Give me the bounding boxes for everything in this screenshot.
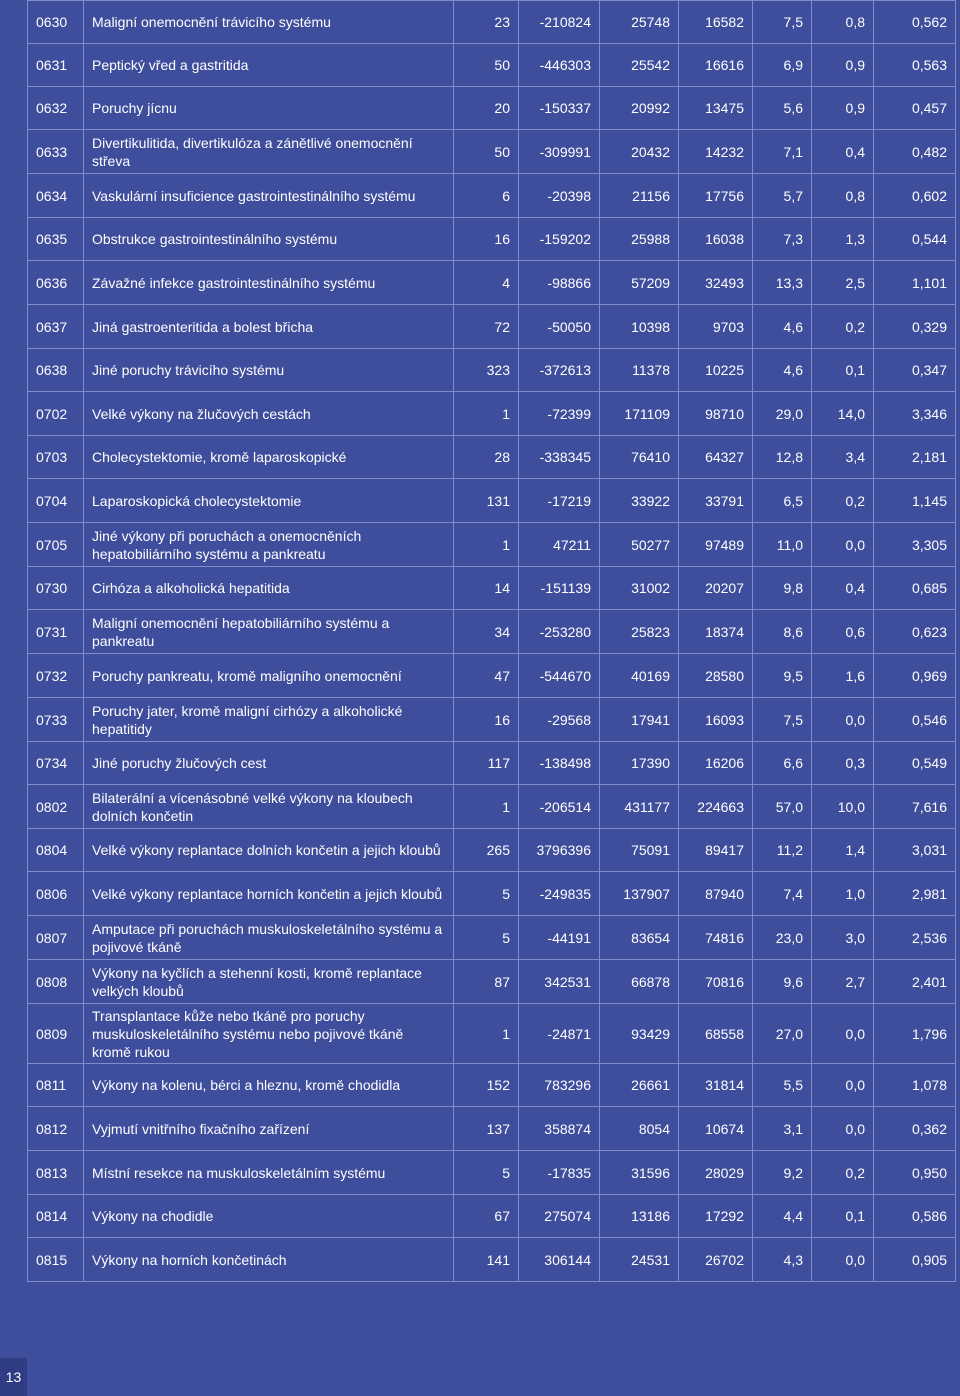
- value-cell-v6: 1,0: [812, 872, 874, 916]
- drg-code-cell: 0802: [28, 785, 84, 829]
- value-cell-v3: 31596: [600, 1151, 679, 1195]
- value-cell-v2: -29568: [519, 698, 600, 742]
- value-cell-v5: 7,5: [753, 1, 812, 44]
- drg-code-cell: 0704: [28, 479, 84, 523]
- value-cell-v7: 0,562: [874, 1, 956, 44]
- value-cell-v7: 0,362: [874, 1107, 956, 1151]
- drg-name-cell: Bilaterální a vícenásobné velké výkony na kloubech dolních končetin: [84, 785, 454, 829]
- value-cell-v7: 3,031: [874, 829, 956, 872]
- drg-code-cell: 0636: [28, 261, 84, 305]
- drg-code-cell: 0812: [28, 1107, 84, 1151]
- drg-name-cell: Obstrukce gastrointestinálního systému: [84, 218, 454, 261]
- value-cell-v7: 0,685: [874, 567, 956, 610]
- value-cell-v7: 0,544: [874, 218, 956, 261]
- drg-name-cell: Výkony na kyčlích a stehenní kosti, kromě replantace velkých kloubů: [84, 960, 454, 1004]
- table-row: [28, 261, 956, 305]
- drg-code-cell: 0809: [28, 1004, 84, 1064]
- value-cell-v6: 0,1: [812, 349, 874, 392]
- drg-name-cell: Výkony na kolenu, bérci a hleznu, kromě chodidla: [84, 1064, 454, 1107]
- value-cell-v4: 224663: [679, 785, 753, 829]
- value-cell-v6: 0,0: [812, 523, 874, 567]
- value-cell-v2: -72399: [519, 392, 600, 436]
- drg-code-cell: 0734: [28, 742, 84, 785]
- table-row: [28, 916, 956, 960]
- drg-name-cell: Jiná gastroenteritida a bolest břicha: [84, 305, 454, 349]
- value-cell-v2: -544670: [519, 654, 600, 698]
- value-cell-v6: 0,0: [812, 1064, 874, 1107]
- value-cell-v1: 5: [454, 872, 519, 916]
- value-cell-v6: 0,2: [812, 1151, 874, 1195]
- table-row: [28, 44, 956, 87]
- drg-name-cell: Poruchy jícnu: [84, 87, 454, 130]
- value-cell-v7: 0,549: [874, 742, 956, 785]
- value-cell-v1: 34: [454, 610, 519, 654]
- value-cell-v5: 4,6: [753, 305, 812, 349]
- page-number: 13: [0, 1358, 27, 1396]
- value-cell-v4: 16206: [679, 742, 753, 785]
- value-cell-v2: -210824: [519, 1, 600, 44]
- value-cell-v1: 16: [454, 698, 519, 742]
- table-row: [28, 1151, 956, 1195]
- table-row: [28, 436, 956, 479]
- value-cell-v5: 4,3: [753, 1238, 812, 1282]
- table-row: [28, 349, 956, 392]
- drg-code-cell: 0813: [28, 1151, 84, 1195]
- value-cell-v6: 0,0: [812, 1107, 874, 1151]
- drg-name-cell: Velké výkony na žlučových cestách: [84, 392, 454, 436]
- value-cell-v1: 1: [454, 1004, 519, 1064]
- value-cell-v2: -150337: [519, 87, 600, 130]
- value-cell-v5: 6,6: [753, 742, 812, 785]
- value-cell-v1: 47: [454, 654, 519, 698]
- value-cell-v2: -309991: [519, 130, 600, 174]
- value-cell-v6: 0,9: [812, 44, 874, 87]
- table-body: [28, 1, 956, 1282]
- value-cell-v6: 0,2: [812, 305, 874, 349]
- value-cell-v2: -372613: [519, 349, 600, 392]
- value-cell-v6: 0,9: [812, 87, 874, 130]
- value-cell-v6: 2,7: [812, 960, 874, 1004]
- value-cell-v7: 2,981: [874, 872, 956, 916]
- value-cell-v3: 11378: [600, 349, 679, 392]
- value-cell-v5: 12,8: [753, 436, 812, 479]
- table-row: [28, 785, 956, 829]
- table-row: [28, 479, 956, 523]
- value-cell-v6: 0,8: [812, 1, 874, 44]
- value-cell-v4: 89417: [679, 829, 753, 872]
- value-cell-v1: 1: [454, 785, 519, 829]
- table-row: [28, 610, 956, 654]
- value-cell-v5: 27,0: [753, 1004, 812, 1064]
- value-cell-v4: 17292: [679, 1195, 753, 1238]
- drg-code-cell: 0630: [28, 1, 84, 44]
- drg-name-cell: Závažné infekce gastrointestinálního systému: [84, 261, 454, 305]
- value-cell-v2: -253280: [519, 610, 600, 654]
- drg-code-cell: 0731: [28, 610, 84, 654]
- value-cell-v4: 16616: [679, 44, 753, 87]
- drg-table-container: [27, 0, 955, 1282]
- value-cell-v2: -24871: [519, 1004, 600, 1064]
- drg-name-cell: Maligní onemocnění hepatobiliárního systému a pankreatu: [84, 610, 454, 654]
- value-cell-v6: 0,8: [812, 174, 874, 218]
- drg-name-cell: Poruchy jater, kromě maligní cirhózy a alkoholické hepatitidy: [84, 698, 454, 742]
- value-cell-v2: 783296: [519, 1064, 600, 1107]
- value-cell-v1: 6: [454, 174, 519, 218]
- drg-name-cell: Výkony na chodidle: [84, 1195, 454, 1238]
- value-cell-v1: 20: [454, 87, 519, 130]
- value-cell-v2: -98866: [519, 261, 600, 305]
- value-cell-v1: 4: [454, 261, 519, 305]
- value-cell-v4: 28029: [679, 1151, 753, 1195]
- table-row: [28, 742, 956, 785]
- table-row: [28, 87, 956, 130]
- value-cell-v1: 50: [454, 130, 519, 174]
- value-cell-v5: 9,5: [753, 654, 812, 698]
- value-cell-v5: 6,9: [753, 44, 812, 87]
- value-cell-v6: 10,0: [812, 785, 874, 829]
- value-cell-v2: -138498: [519, 742, 600, 785]
- drg-name-cell: Maligní onemocnění trávicího systému: [84, 1, 454, 44]
- value-cell-v1: 323: [454, 349, 519, 392]
- value-cell-v6: 0,0: [812, 1004, 874, 1064]
- drg-name-cell: Laparoskopická cholecystektomie: [84, 479, 454, 523]
- value-cell-v1: 141: [454, 1238, 519, 1282]
- value-cell-v5: 3,1: [753, 1107, 812, 1151]
- value-cell-v3: 10398: [600, 305, 679, 349]
- drg-code-cell: 0637: [28, 305, 84, 349]
- value-cell-v5: 7,1: [753, 130, 812, 174]
- value-cell-v7: 1,101: [874, 261, 956, 305]
- value-cell-v7: 0,950: [874, 1151, 956, 1195]
- value-cell-v7: 0,546: [874, 698, 956, 742]
- drg-code-cell: 0638: [28, 349, 84, 392]
- value-cell-v1: 5: [454, 916, 519, 960]
- value-cell-v6: 3,4: [812, 436, 874, 479]
- value-cell-v5: 6,5: [753, 479, 812, 523]
- value-cell-v2: -206514: [519, 785, 600, 829]
- value-cell-v2: -159202: [519, 218, 600, 261]
- drg-code-cell: 0733: [28, 698, 84, 742]
- value-cell-v2: -446303: [519, 44, 600, 87]
- table-row: [28, 1, 956, 44]
- value-cell-v2: 47211: [519, 523, 600, 567]
- value-cell-v4: 9703: [679, 305, 753, 349]
- value-cell-v6: 0,3: [812, 742, 874, 785]
- drg-name-cell: Jiné výkony při poruchách a onemocněních hepatobiliárního systému a pankreatu: [84, 523, 454, 567]
- table-row: [28, 1107, 956, 1151]
- value-cell-v2: -44191: [519, 916, 600, 960]
- table-row: [28, 1195, 956, 1238]
- value-cell-v3: 25823: [600, 610, 679, 654]
- value-cell-v4: 32493: [679, 261, 753, 305]
- value-cell-v6: 0,4: [812, 130, 874, 174]
- table-row: [28, 130, 956, 174]
- value-cell-v4: 64327: [679, 436, 753, 479]
- value-cell-v5: 8,6: [753, 610, 812, 654]
- value-cell-v7: 0,969: [874, 654, 956, 698]
- value-cell-v3: 431177: [600, 785, 679, 829]
- drg-code-cell: 0815: [28, 1238, 84, 1282]
- value-cell-v6: 3,0: [812, 916, 874, 960]
- value-cell-v1: 152: [454, 1064, 519, 1107]
- value-cell-v4: 28580: [679, 654, 753, 698]
- value-cell-v7: 0,602: [874, 174, 956, 218]
- value-cell-v5: 5,6: [753, 87, 812, 130]
- drg-name-cell: Vyjmutí vnitřního fixačního zařízení: [84, 1107, 454, 1151]
- value-cell-v7: 0,563: [874, 44, 956, 87]
- value-cell-v7: 1,796: [874, 1004, 956, 1064]
- value-cell-v5: 5,7: [753, 174, 812, 218]
- drg-name-cell: Amputace při poruchách muskuloskeletálního systému a pojivové tkáně: [84, 916, 454, 960]
- drg-code-cell: 0811: [28, 1064, 84, 1107]
- table-row: [28, 698, 956, 742]
- value-cell-v7: 1,145: [874, 479, 956, 523]
- value-cell-v2: -17835: [519, 1151, 600, 1195]
- value-cell-v6: 1,4: [812, 829, 874, 872]
- value-cell-v3: 50277: [600, 523, 679, 567]
- value-cell-v4: 70816: [679, 960, 753, 1004]
- value-cell-v7: 3,305: [874, 523, 956, 567]
- drg-name-cell: Cholecystektomie, kromě laparoskopické: [84, 436, 454, 479]
- value-cell-v3: 93429: [600, 1004, 679, 1064]
- value-cell-v1: 16: [454, 218, 519, 261]
- value-cell-v2: 275074: [519, 1195, 600, 1238]
- value-cell-v1: 1: [454, 392, 519, 436]
- value-cell-v1: 131: [454, 479, 519, 523]
- table-row: [28, 523, 956, 567]
- value-cell-v6: 0,0: [812, 698, 874, 742]
- value-cell-v7: 0,905: [874, 1238, 956, 1282]
- value-cell-v3: 171109: [600, 392, 679, 436]
- value-cell-v4: 87940: [679, 872, 753, 916]
- value-cell-v2: 306144: [519, 1238, 600, 1282]
- value-cell-v3: 21156: [600, 174, 679, 218]
- value-cell-v2: -20398: [519, 174, 600, 218]
- value-cell-v4: 18374: [679, 610, 753, 654]
- value-cell-v2: -151139: [519, 567, 600, 610]
- table-row: [28, 1064, 956, 1107]
- value-cell-v5: 9,6: [753, 960, 812, 1004]
- value-cell-v3: 66878: [600, 960, 679, 1004]
- value-cell-v4: 16038: [679, 218, 753, 261]
- value-cell-v3: 40169: [600, 654, 679, 698]
- value-cell-v4: 74816: [679, 916, 753, 960]
- value-cell-v1: 137: [454, 1107, 519, 1151]
- value-cell-v1: 1: [454, 523, 519, 567]
- value-cell-v1: 50: [454, 44, 519, 87]
- drg-name-cell: Výkony na horních končetinách: [84, 1238, 454, 1282]
- value-cell-v1: 14: [454, 567, 519, 610]
- table-row: [28, 305, 956, 349]
- value-cell-v6: 1,6: [812, 654, 874, 698]
- table-row: [28, 872, 956, 916]
- value-cell-v4: 98710: [679, 392, 753, 436]
- value-cell-v5: 7,4: [753, 872, 812, 916]
- value-cell-v4: 10225: [679, 349, 753, 392]
- drg-code-cell: 0702: [28, 392, 84, 436]
- drg-table: [27, 0, 956, 1282]
- value-cell-v1: 87: [454, 960, 519, 1004]
- drg-name-cell: Místní resekce na muskuloskeletálním systému: [84, 1151, 454, 1195]
- drg-code-cell: 0730: [28, 567, 84, 610]
- value-cell-v6: 14,0: [812, 392, 874, 436]
- value-cell-v3: 57209: [600, 261, 679, 305]
- value-cell-v7: 1,078: [874, 1064, 956, 1107]
- drg-code-cell: 0632: [28, 87, 84, 130]
- value-cell-v1: 28: [454, 436, 519, 479]
- drg-code-cell: 0705: [28, 523, 84, 567]
- drg-code-cell: 0804: [28, 829, 84, 872]
- value-cell-v5: 11,0: [753, 523, 812, 567]
- value-cell-v6: 0,2: [812, 479, 874, 523]
- value-cell-v4: 33791: [679, 479, 753, 523]
- value-cell-v3: 83654: [600, 916, 679, 960]
- drg-code-cell: 0703: [28, 436, 84, 479]
- drg-name-cell: Vaskulární insuficience gastrointestinálního systému: [84, 174, 454, 218]
- value-cell-v4: 10674: [679, 1107, 753, 1151]
- value-cell-v7: 0,482: [874, 130, 956, 174]
- drg-code-cell: 0634: [28, 174, 84, 218]
- value-cell-v6: 0,1: [812, 1195, 874, 1238]
- value-cell-v7: 2,401: [874, 960, 956, 1004]
- value-cell-v6: 0,0: [812, 1238, 874, 1282]
- value-cell-v1: 23: [454, 1, 519, 44]
- drg-code-cell: 0814: [28, 1195, 84, 1238]
- value-cell-v7: 7,616: [874, 785, 956, 829]
- value-cell-v3: 24531: [600, 1238, 679, 1282]
- value-cell-v2: -17219: [519, 479, 600, 523]
- value-cell-v3: 13186: [600, 1195, 679, 1238]
- drg-name-cell: Divertikulitida, divertikulóza a zánětlivé onemocnění střeva: [84, 130, 454, 174]
- value-cell-v5: 57,0: [753, 785, 812, 829]
- value-cell-v6: 1,3: [812, 218, 874, 261]
- drg-name-cell: Transplantace kůže nebo tkáně pro poruchy muskuloskeletálního systému nebo pojivové tkáně kromě rukou: [84, 1004, 454, 1064]
- value-cell-v5: 23,0: [753, 916, 812, 960]
- value-cell-v1: 72: [454, 305, 519, 349]
- value-cell-v3: 31002: [600, 567, 679, 610]
- value-cell-v4: 17756: [679, 174, 753, 218]
- value-cell-v3: 26661: [600, 1064, 679, 1107]
- drg-name-cell: Jiné poruchy trávicího systému: [84, 349, 454, 392]
- value-cell-v1: 67: [454, 1195, 519, 1238]
- value-cell-v6: 0,6: [812, 610, 874, 654]
- value-cell-v7: 0,329: [874, 305, 956, 349]
- value-cell-v5: 5,5: [753, 1064, 812, 1107]
- value-cell-v7: 0,457: [874, 87, 956, 130]
- drg-code-cell: 0808: [28, 960, 84, 1004]
- value-cell-v2: -249835: [519, 872, 600, 916]
- value-cell-v2: 358874: [519, 1107, 600, 1151]
- drg-name-cell: Cirhóza a alkoholická hepatitida: [84, 567, 454, 610]
- drg-code-cell: 0635: [28, 218, 84, 261]
- drg-name-cell: Jiné poruchy žlučových cest: [84, 742, 454, 785]
- table-row: [28, 960, 956, 1004]
- value-cell-v3: 75091: [600, 829, 679, 872]
- value-cell-v3: 8054: [600, 1107, 679, 1151]
- value-cell-v3: 137907: [600, 872, 679, 916]
- table-row: [28, 174, 956, 218]
- value-cell-v7: 3,346: [874, 392, 956, 436]
- table-row: [28, 218, 956, 261]
- value-cell-v4: 16582: [679, 1, 753, 44]
- value-cell-v5: 29,0: [753, 392, 812, 436]
- value-cell-v3: 17390: [600, 742, 679, 785]
- drg-name-cell: Velké výkony replantace dolních končetin a jejich kloubů: [84, 829, 454, 872]
- value-cell-v2: -50050: [519, 305, 600, 349]
- value-cell-v1: 265: [454, 829, 519, 872]
- value-cell-v5: 9,8: [753, 567, 812, 610]
- value-cell-v2: 3796396: [519, 829, 600, 872]
- value-cell-v5: 4,4: [753, 1195, 812, 1238]
- value-cell-v3: 20432: [600, 130, 679, 174]
- value-cell-v4: 20207: [679, 567, 753, 610]
- table-row: [28, 392, 956, 436]
- value-cell-v7: 0,586: [874, 1195, 956, 1238]
- value-cell-v7: 2,181: [874, 436, 956, 479]
- value-cell-v4: 13475: [679, 87, 753, 130]
- value-cell-v5: 4,6: [753, 349, 812, 392]
- value-cell-v1: 117: [454, 742, 519, 785]
- value-cell-v7: 0,347: [874, 349, 956, 392]
- value-cell-v4: 68558: [679, 1004, 753, 1064]
- value-cell-v2: 342531: [519, 960, 600, 1004]
- value-cell-v3: 20992: [600, 87, 679, 130]
- value-cell-v4: 31814: [679, 1064, 753, 1107]
- value-cell-v4: 26702: [679, 1238, 753, 1282]
- drg-code-cell: 0631: [28, 44, 84, 87]
- value-cell-v1: 5: [454, 1151, 519, 1195]
- value-cell-v3: 76410: [600, 436, 679, 479]
- drg-name-cell: Poruchy pankreatu, kromě maligního onemocnění: [84, 654, 454, 698]
- value-cell-v5: 9,2: [753, 1151, 812, 1195]
- value-cell-v3: 25988: [600, 218, 679, 261]
- value-cell-v5: 7,5: [753, 698, 812, 742]
- table-row: [28, 567, 956, 610]
- drg-name-cell: Peptický vřed a gastritida: [84, 44, 454, 87]
- table-row: [28, 654, 956, 698]
- drg-code-cell: 0732: [28, 654, 84, 698]
- value-cell-v2: -338345: [519, 436, 600, 479]
- table-row: [28, 829, 956, 872]
- table-row: [28, 1238, 956, 1282]
- drg-code-cell: 0806: [28, 872, 84, 916]
- table-row: [28, 1004, 956, 1064]
- value-cell-v7: 2,536: [874, 916, 956, 960]
- value-cell-v3: 25542: [600, 44, 679, 87]
- value-cell-v3: 33922: [600, 479, 679, 523]
- value-cell-v3: 25748: [600, 1, 679, 44]
- value-cell-v4: 97489: [679, 523, 753, 567]
- value-cell-v5: 13,3: [753, 261, 812, 305]
- value-cell-v4: 14232: [679, 130, 753, 174]
- value-cell-v4: 16093: [679, 698, 753, 742]
- value-cell-v6: 0,4: [812, 567, 874, 610]
- value-cell-v7: 0,623: [874, 610, 956, 654]
- drg-code-cell: 0807: [28, 916, 84, 960]
- value-cell-v5: 11,2: [753, 829, 812, 872]
- value-cell-v6: 2,5: [812, 261, 874, 305]
- drg-name-cell: Velké výkony replantace horních končetin a jejich kloubů: [84, 872, 454, 916]
- drg-code-cell: 0633: [28, 130, 84, 174]
- value-cell-v5: 7,3: [753, 218, 812, 261]
- value-cell-v3: 17941: [600, 698, 679, 742]
